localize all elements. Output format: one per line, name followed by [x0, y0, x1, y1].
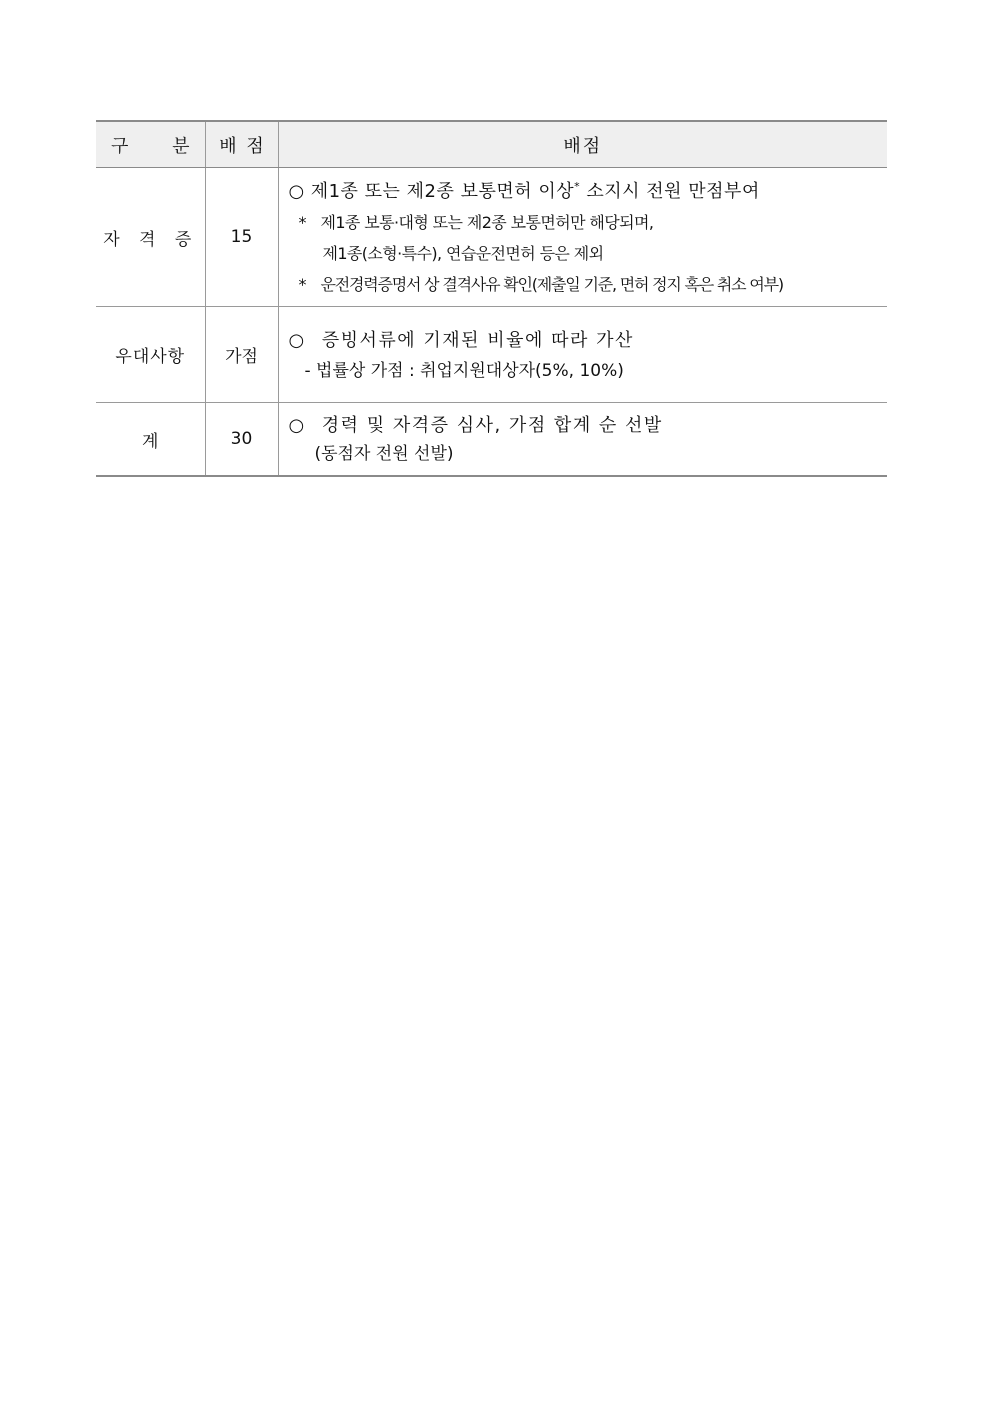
table-row-preference	[96, 307, 887, 403]
note-line	[289, 207, 880, 238]
bullet-circle: ○	[288, 181, 305, 202]
category-cell	[96, 168, 205, 307]
description-cell	[278, 168, 887, 307]
points-value: 가점	[225, 347, 258, 367]
description-main-text: 증빙서류에 기재된 비율에 따라 가산	[321, 329, 634, 351]
note-text: 운전경력증명서 상 결격사유 확인(제출일 기준, 면허 정지 혹은 취소 여부)	[320, 275, 783, 294]
points-value: 15	[230, 227, 253, 247]
table-header-row	[96, 121, 887, 168]
note-mark: *	[298, 275, 306, 294]
description-main-text: 경력 및 자격증 심사, 가점 합계 순 선발	[321, 414, 663, 436]
note-line	[289, 269, 880, 300]
bullet-circle: ○	[288, 329, 306, 351]
points-cell	[205, 168, 278, 307]
footnote-mark: *	[574, 180, 581, 193]
description-cell	[278, 307, 887, 403]
description-sub-line: (동점자 전원 선발)	[314, 443, 454, 464]
category-label: 자 격 증	[103, 229, 198, 250]
description-main-line	[289, 176, 880, 207]
note-continuation: 제1종(소형·특수), 연습운전면허 등은 제외	[322, 244, 604, 263]
header-description	[278, 121, 887, 168]
header-points-text: 배 점	[219, 135, 264, 157]
bullet-circle: ○	[288, 414, 306, 436]
points-cell	[205, 307, 278, 403]
scoring-table	[96, 120, 887, 477]
category-cell	[96, 403, 205, 477]
points-cell	[205, 403, 278, 477]
header-category	[96, 121, 205, 168]
description-cell	[278, 403, 887, 477]
category-cell	[96, 307, 205, 403]
table-row-total	[96, 403, 887, 477]
note-mark: *	[298, 213, 306, 232]
points-value: 30	[230, 429, 253, 449]
header-points	[205, 121, 278, 168]
description-main-line	[289, 325, 880, 356]
category-label: 우대사항	[115, 347, 186, 367]
header-description-text: 배점	[563, 135, 603, 157]
description-main-line	[289, 410, 880, 441]
description-sub-line: - 법률상 가점 : 취업지원대상자(5%, 10%)	[304, 360, 624, 381]
note-text: 제1종 보통·대형 또는 제2종 보통면허만 해당되며,	[320, 213, 654, 232]
header-category-text: 구 분	[111, 135, 190, 157]
category-label: 계	[142, 431, 159, 452]
description-main-text: 제1종 또는 제2종 보통면허 이상	[310, 181, 575, 202]
table-row-license	[96, 168, 887, 307]
description-main-tail: 소지시 전원 만점부여	[580, 181, 760, 202]
